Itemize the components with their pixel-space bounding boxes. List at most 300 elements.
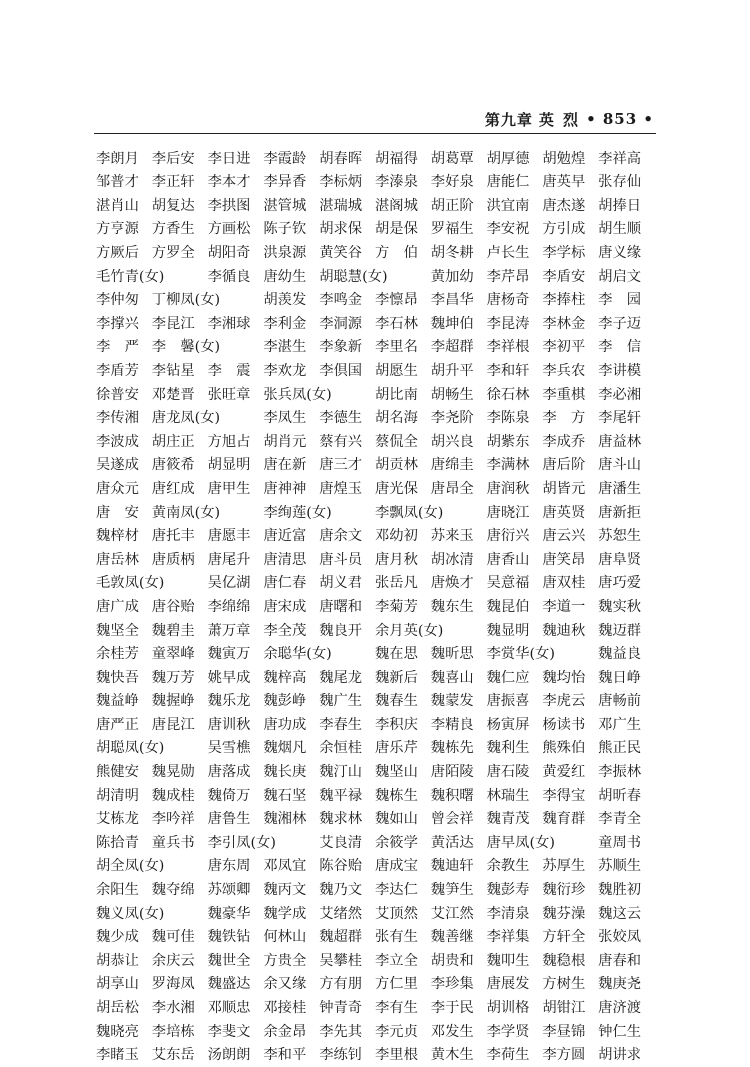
person-name: 魏迪轩 — [430, 858, 474, 875]
name-row — [96, 289, 654, 313]
person-name: 李必湘 — [598, 386, 642, 403]
person-name: 李利金 — [263, 315, 307, 332]
name-row — [96, 265, 654, 289]
person-name: 李德生 — [319, 410, 363, 427]
person-name: 胡比南 — [374, 386, 418, 403]
person-name: 唐早凤(女) — [486, 834, 555, 851]
person-name: 陈子钦 — [263, 221, 307, 238]
person-name: 吴遂成 — [96, 457, 139, 474]
person-name: 李昌华 — [430, 292, 474, 309]
person-name: 李日进 — [207, 150, 251, 167]
person-name: 唐昆江 — [151, 716, 195, 733]
name-row — [96, 1020, 654, 1044]
person-name: 唐石陵 — [486, 764, 530, 781]
person-name: 何林山 — [263, 929, 307, 946]
name-row — [96, 336, 654, 360]
person-name: 罗福生 — [430, 221, 474, 238]
person-name: 李引凤(女) — [207, 834, 276, 851]
page-number: • 853 • — [586, 110, 654, 128]
person-name: 唐乐芹 — [374, 740, 418, 757]
person-name: 唐英贤 — [542, 504, 586, 521]
person-name: 胡葛覃 — [430, 150, 474, 167]
name-row — [96, 595, 654, 619]
name-row — [96, 949, 654, 973]
person-name: 苏来玉 — [430, 528, 474, 545]
person-name: 唐畅前 — [598, 693, 642, 710]
person-name: 钟仁生 — [598, 1023, 642, 1040]
person-name: 魏乐龙 — [207, 693, 251, 710]
person-name: 唐绵圭 — [430, 457, 474, 474]
person-name: 李凤生 — [263, 410, 307, 427]
name-row — [96, 171, 654, 195]
name-row — [96, 477, 654, 501]
person-name: 李拱图 — [207, 197, 251, 214]
person-name: 魏求林 — [319, 811, 363, 828]
person-name: 唐岳林 — [96, 551, 139, 568]
person-name: 胡贡林 — [374, 457, 418, 474]
name-row — [96, 619, 654, 643]
person-name: 邓发生 — [430, 1023, 474, 1040]
person-name: 李盾芳 — [96, 362, 139, 379]
person-name: 胡升平 — [430, 362, 474, 379]
name-row — [96, 808, 654, 832]
person-name: 魏汀山 — [319, 764, 363, 781]
person-name: 方引成 — [542, 221, 586, 238]
person-name: 唐广成 — [96, 598, 139, 615]
person-name: 李成乔 — [542, 433, 586, 450]
person-name: 魏喜山 — [430, 669, 474, 686]
person-name: 李好泉 — [430, 174, 474, 191]
person-name: 魏实秋 — [598, 598, 642, 615]
name-row — [96, 501, 654, 525]
person-name: 唐月秋 — [374, 551, 418, 568]
person-name: 方旭占 — [207, 433, 251, 450]
person-name: 魏义凤(女) — [96, 905, 165, 922]
person-name: 张旺章 — [207, 386, 251, 403]
person-name: 唐香山 — [486, 551, 530, 568]
person-name: 毛敦凤(女) — [96, 575, 165, 592]
person-name: 李湛生 — [263, 339, 307, 356]
person-name: 黄爱红 — [542, 764, 586, 781]
person-name: 魏昕思 — [430, 646, 474, 663]
name-row — [96, 831, 654, 855]
name-row — [96, 855, 654, 879]
person-name: 唐巧爱 — [598, 575, 642, 592]
person-name: 李全茂 — [263, 622, 307, 639]
person-name: 唐落成 — [207, 764, 251, 781]
person-name: 李懔昂 — [374, 292, 418, 309]
person-name: 唐严正 — [96, 716, 139, 733]
person-name: 李吟祥 — [151, 811, 195, 828]
person-name: 魏豪华 — [207, 905, 251, 922]
person-name: 湛阁城 — [374, 197, 418, 214]
person-name: 李和平 — [263, 1047, 307, 1064]
person-name: 李精良 — [430, 716, 474, 733]
person-name: 魏梓材 — [96, 528, 139, 545]
person-name: 李初平 — [542, 339, 586, 356]
person-name: 唐神神 — [263, 480, 307, 497]
person-name: 唐愿丰 — [207, 528, 251, 545]
person-name: 魏益良 — [598, 646, 642, 663]
person-name: 蔡侃全 — [374, 433, 418, 450]
name-row — [96, 902, 654, 926]
person-name: 李元贞 — [374, 1023, 418, 1040]
person-name: 李溙泉 — [374, 174, 418, 191]
person-name: 李异香 — [263, 174, 307, 191]
person-name: 魏新后 — [374, 669, 418, 686]
person-name: 余金昂 — [263, 1023, 307, 1040]
person-name: 魏成桂 — [151, 787, 195, 804]
person-name: 魏笋生 — [430, 882, 474, 899]
name-row — [96, 548, 654, 572]
person-name: 胡钳江 — [542, 1000, 586, 1017]
name-row — [96, 454, 654, 478]
person-name: 邓顺忠 — [207, 1000, 251, 1017]
person-name: 黄木生 — [430, 1047, 474, 1064]
name-row — [96, 642, 654, 666]
person-name: 魏益峥 — [96, 693, 139, 710]
person-name: 李道一 — [542, 598, 586, 615]
person-name: 胡冰清 — [430, 551, 474, 568]
person-name: 洪泉源 — [263, 245, 307, 262]
person-name: 李洞源 — [319, 315, 363, 332]
person-name: 余恒桂 — [319, 740, 363, 757]
person-name: 胡训格 — [486, 1000, 530, 1017]
person-name: 魏迈群 — [598, 622, 642, 639]
person-name: 姚早成 — [207, 669, 251, 686]
person-name: 唐润秋 — [486, 480, 530, 497]
person-name: 李和轩 — [486, 362, 530, 379]
person-name: 胡贵和 — [430, 952, 474, 969]
person-name: 魏叩生 — [486, 952, 530, 969]
person-name: 李珍集 — [430, 976, 474, 993]
person-name: 李昆涛 — [486, 315, 530, 332]
person-name: 魏快吾 — [96, 669, 139, 686]
person-name: 苏颂卿 — [207, 882, 251, 899]
person-name: 余又缘 — [263, 976, 307, 993]
person-name: 唐阜贤 — [598, 551, 642, 568]
person-name: 汤朗朗 — [207, 1047, 251, 1064]
person-name: 李象新 — [319, 339, 363, 356]
name-row — [96, 713, 654, 737]
person-name: 湛管城 — [263, 197, 307, 214]
person-name: 张存仙 — [598, 174, 642, 191]
person-name: 李波成 — [96, 433, 139, 450]
person-name: 唐昂全 — [430, 480, 474, 497]
person-name: 李祥高 — [598, 150, 642, 167]
person-name: 唐新拒 — [598, 504, 642, 521]
name-row — [96, 878, 654, 902]
person-name: 方香生 — [151, 221, 195, 238]
person-name: 李朗月 — [96, 150, 139, 167]
person-name: 李盾安 — [542, 268, 586, 285]
header-rule — [94, 133, 656, 134]
person-name: 李里名 — [374, 339, 418, 356]
person-name: 胡岳松 — [96, 1000, 139, 1017]
person-name: 魏丙文 — [263, 882, 307, 899]
person-name: 邓楚晋 — [151, 386, 195, 403]
person-name: 魏万芳 — [151, 669, 195, 686]
person-name: 魏彭峥 — [263, 693, 307, 710]
person-name: 杨寅屏 — [486, 716, 530, 733]
person-name: 胡复达 — [151, 197, 195, 214]
person-name: 黄南凤(女) — [151, 504, 221, 521]
person-name: 唐近富 — [263, 528, 307, 545]
person-name: 唐济渡 — [598, 1000, 642, 1017]
person-name: 魏日峥 — [598, 669, 642, 686]
person-name: 李 信 — [598, 339, 642, 356]
person-name: 李于民 — [430, 1000, 474, 1017]
person-name: 魏可佳 — [151, 929, 195, 946]
person-name: 艾栋龙 — [96, 811, 139, 828]
person-name: 唐后阶 — [542, 457, 586, 474]
person-name: 李有生 — [374, 1000, 418, 1017]
person-name: 魏栋生 — [374, 787, 418, 804]
person-name: 余阳生 — [96, 882, 139, 899]
person-name: 邓幼初 — [374, 528, 418, 545]
person-name: 胡享山 — [96, 976, 139, 993]
person-name: 李练钊 — [319, 1047, 363, 1064]
person-name: 魏坚全 — [96, 622, 139, 639]
person-name: 方贵全 — [263, 952, 307, 969]
person-name: 余月英(女) — [374, 622, 444, 639]
person-name: 胡畅生 — [430, 386, 474, 403]
person-name: 唐展发 — [486, 976, 530, 993]
person-name: 李昆江 — [151, 315, 195, 332]
person-name: 胡聪凤(女) — [96, 740, 165, 757]
person-name: 胡勉煌 — [542, 150, 586, 167]
name-row — [96, 572, 654, 596]
person-name: 李讲模 — [598, 362, 642, 379]
person-name: 李方圆 — [542, 1047, 586, 1064]
person-name: 丁柳凤(女) — [151, 292, 221, 309]
person-name: 胡皆元 — [542, 480, 586, 497]
person-name: 唐在新 — [263, 457, 307, 474]
person-name: 李捧柱 — [542, 292, 586, 309]
person-name: 邓接桂 — [263, 1000, 307, 1017]
person-name: 李标炳 — [319, 174, 363, 191]
person-name: 艾绪然 — [319, 905, 363, 922]
person-name: 唐光保 — [374, 480, 418, 497]
person-name: 罗海凤 — [151, 976, 195, 993]
chapter-title: 英 烈 — [538, 110, 581, 129]
person-name: 魏这云 — [598, 905, 642, 922]
person-name: 苏顺生 — [598, 858, 642, 875]
person-name: 李正轩 — [151, 174, 195, 191]
person-name: 魏积曙 — [430, 787, 474, 804]
person-name: 唐潘生 — [598, 480, 642, 497]
person-name: 李湘球 — [207, 315, 251, 332]
person-name: 魏盛达 — [207, 976, 251, 993]
person-name: 唐清思 — [263, 551, 307, 568]
person-name: 魏芬澡 — [542, 905, 586, 922]
person-name: 魏长庚 — [263, 764, 307, 781]
person-name: 魏春生 — [374, 693, 418, 710]
person-name: 方厥后 — [96, 245, 139, 262]
person-name: 魏烟凡 — [263, 740, 307, 757]
person-name: 胡愿生 — [374, 362, 418, 379]
person-name: 陈拾青 — [96, 834, 139, 851]
person-name: 艾东岳 — [151, 1047, 195, 1064]
person-name: 唐余文 — [319, 528, 363, 545]
person-name: 李祥集 — [486, 929, 530, 946]
person-name: 曾会祥 — [430, 811, 474, 828]
person-name: 魏东生 — [430, 598, 474, 615]
person-name: 李虎云 — [542, 693, 586, 710]
person-name: 张兵凤(女) — [263, 386, 332, 403]
person-name: 魏迪秋 — [542, 622, 586, 639]
person-name: 胡聪慧(女) — [319, 268, 388, 285]
person-name: 熊健安 — [96, 764, 139, 781]
person-name: 余聪华(女) — [263, 646, 332, 663]
person-name: 李安祝 — [486, 221, 530, 238]
person-name: 唐义缘 — [598, 245, 642, 262]
person-name: 苏恕生 — [598, 528, 642, 545]
person-name: 李钻星 — [151, 362, 195, 379]
person-name: 唐焕才 — [430, 575, 474, 592]
person-name: 魏稳根 — [542, 952, 586, 969]
person-name: 徐石林 — [486, 386, 530, 403]
person-name: 唐衍兴 — [486, 528, 530, 545]
person-name: 杨读书 — [542, 716, 586, 733]
person-name: 熊正民 — [598, 740, 642, 757]
martyr-name-list — [96, 147, 654, 1067]
person-name: 湛肖山 — [96, 197, 139, 214]
person-name: 李 严 — [96, 339, 139, 356]
person-name: 唐托丰 — [151, 528, 195, 545]
person-name: 唐陌陵 — [430, 764, 474, 781]
person-name: 李仲匆 — [96, 292, 139, 309]
person-name: 李绵绵 — [207, 598, 251, 615]
person-name: 李先其 — [319, 1023, 363, 1040]
person-name: 唐训秋 — [207, 716, 251, 733]
person-name: 胡正阶 — [430, 197, 474, 214]
person-name: 李石林 — [374, 315, 418, 332]
person-name: 魏良开 — [319, 622, 363, 639]
person-name: 李睹玉 — [96, 1047, 139, 1064]
name-row — [96, 312, 654, 336]
person-name: 吴意福 — [486, 575, 530, 592]
person-name: 方仁里 — [374, 976, 418, 993]
person-name: 黄笑谷 — [319, 245, 363, 262]
person-name: 方 伯 — [374, 245, 418, 262]
person-name: 魏在思 — [374, 646, 418, 663]
person-name: 唐东周 — [207, 858, 251, 875]
person-name: 魏乃文 — [319, 882, 363, 899]
person-name: 李本才 — [207, 174, 251, 191]
person-name: 魏青茂 — [486, 811, 530, 828]
person-name: 唐晓江 — [486, 504, 530, 521]
person-name: 苏厚生 — [542, 858, 586, 875]
person-name: 魏如山 — [374, 811, 418, 828]
person-name: 李绚莲(女) — [263, 504, 332, 521]
person-name: 李撑兴 — [96, 315, 139, 332]
person-name: 唐 安 — [96, 504, 139, 521]
person-name: 魏仁应 — [486, 669, 530, 686]
person-name: 魏均怡 — [542, 669, 586, 686]
person-name: 钟青奇 — [319, 1000, 363, 1017]
person-name: 胡福得 — [374, 150, 418, 167]
person-name: 胡昕春 — [598, 787, 642, 804]
person-name: 胡求保 — [319, 221, 363, 238]
person-name: 胡捧日 — [598, 197, 642, 214]
person-name: 黄加幼 — [430, 268, 474, 285]
person-name: 李清泉 — [486, 905, 530, 922]
person-name: 李立全 — [374, 952, 418, 969]
person-name: 魏碧圭 — [151, 622, 195, 639]
person-name: 李循良 — [207, 268, 251, 285]
person-name: 胡生顺 — [598, 221, 642, 238]
person-name: 魏湘林 — [263, 811, 307, 828]
person-name: 唐筱希 — [151, 457, 195, 474]
person-name: 方轩全 — [542, 929, 586, 946]
person-name: 李超群 — [430, 339, 474, 356]
name-row — [96, 737, 654, 761]
person-name: 李倶国 — [319, 362, 363, 379]
person-name: 艾良清 — [319, 834, 363, 851]
person-name: 童兵书 — [151, 834, 195, 851]
person-name: 张岳凡 — [374, 575, 418, 592]
person-name: 吴亿湖 — [207, 575, 251, 592]
person-name: 魏学成 — [263, 905, 307, 922]
person-name: 魏蒙发 — [430, 693, 474, 710]
person-name: 湛瑞城 — [319, 197, 363, 214]
person-name: 毛竹青(女) — [96, 268, 165, 285]
person-name: 胡是保 — [374, 221, 418, 238]
person-name: 魏寅万 — [207, 646, 251, 663]
name-row — [96, 996, 654, 1020]
name-row — [96, 973, 654, 997]
person-name: 李振林 — [598, 764, 642, 781]
person-name: 卢长生 — [486, 245, 530, 262]
person-name: 魏超群 — [319, 929, 363, 946]
person-name: 魏平禄 — [319, 787, 363, 804]
name-row — [96, 359, 654, 383]
name-row — [96, 407, 654, 431]
person-name: 唐宋成 — [263, 598, 307, 615]
person-name: 魏夺绵 — [151, 882, 195, 899]
person-name: 唐甲生 — [207, 480, 251, 497]
name-row — [96, 1044, 654, 1067]
person-name: 童翠峰 — [151, 646, 195, 663]
page-header — [96, 108, 654, 130]
person-name: 李 震 — [207, 362, 251, 379]
person-name: 魏坚山 — [374, 764, 418, 781]
person-name: 李达仁 — [374, 882, 418, 899]
person-name: 魏栋先 — [430, 740, 474, 757]
person-name: 艾江然 — [430, 905, 474, 922]
person-name: 胡紫东 — [486, 433, 530, 450]
person-name: 童周书 — [598, 834, 642, 851]
person-name: 唐杨奇 — [486, 292, 530, 309]
person-name: 魏彭寿 — [486, 882, 530, 899]
person-name: 魏世全 — [207, 952, 251, 969]
person-name: 唐仁春 — [263, 575, 307, 592]
person-name: 唐煌玉 — [319, 480, 363, 497]
person-name: 胡义君 — [319, 575, 363, 592]
person-name: 蔡有兴 — [319, 433, 363, 450]
person-name: 李祥根 — [486, 339, 530, 356]
person-name: 唐能仁 — [486, 174, 530, 191]
person-name: 唐云兴 — [542, 528, 586, 545]
person-name: 方有朋 — [319, 976, 363, 993]
person-name: 胡兴良 — [430, 433, 474, 450]
person-name: 胡全凤(女) — [96, 858, 165, 875]
person-name: 余教生 — [486, 858, 530, 875]
person-name: 胡春晖 — [319, 150, 363, 167]
person-name: 李积庆 — [374, 716, 418, 733]
person-name: 胡冬耕 — [430, 245, 474, 262]
